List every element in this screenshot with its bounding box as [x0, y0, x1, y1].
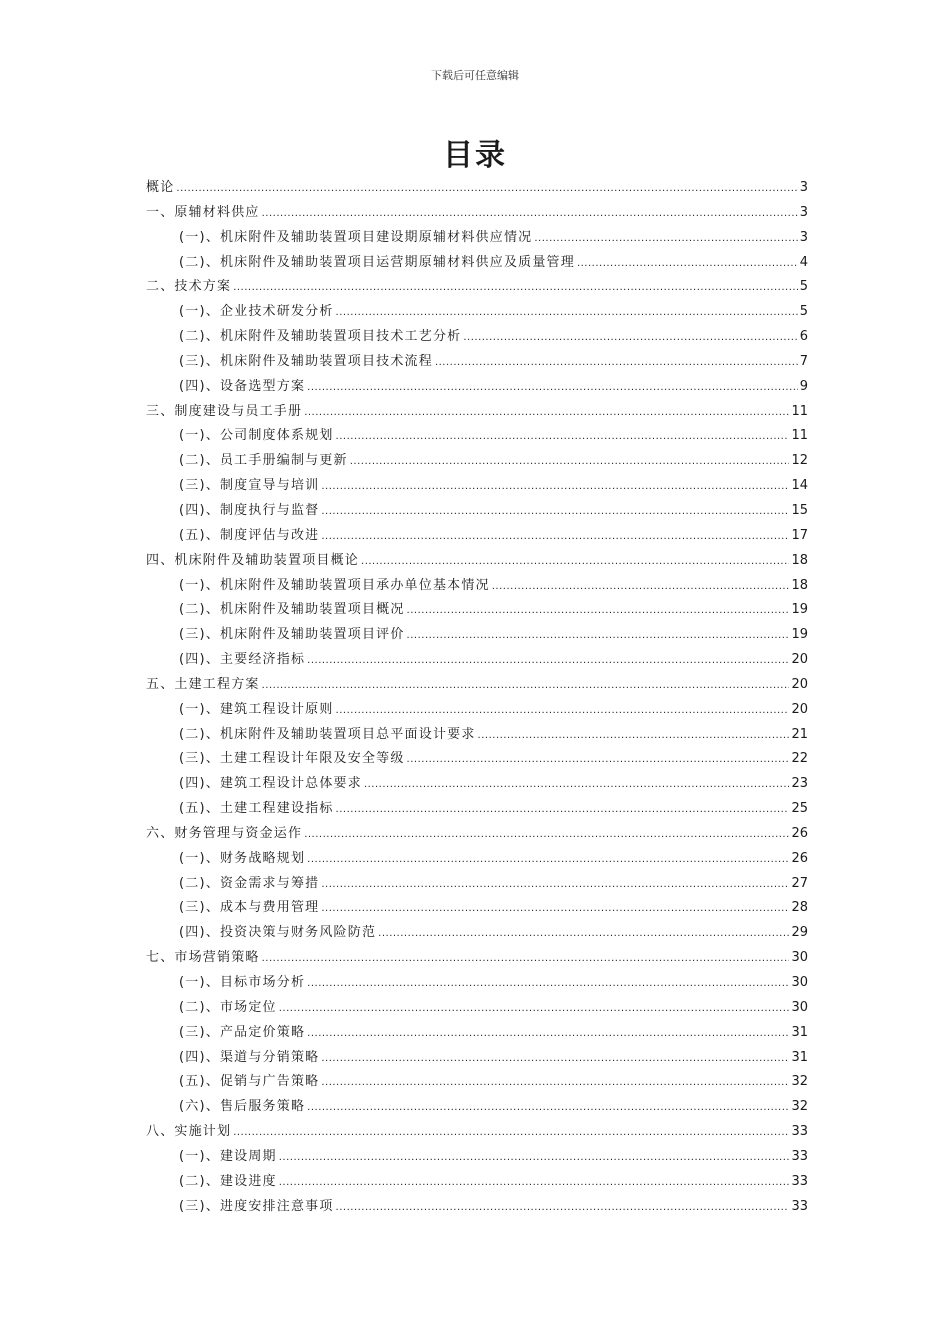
toc-entry-label: 七、市场营销策略 — [146, 950, 260, 966]
toc-entry-label: 三、制度建设与员工手册 — [146, 403, 303, 419]
toc-entry[interactable] — [146, 772, 808, 797]
toc-dot-leader — [321, 475, 789, 499]
toc-entry[interactable] — [146, 1095, 808, 1120]
toc-entry[interactable] — [146, 872, 808, 897]
toc-entry[interactable] — [146, 598, 808, 623]
toc-entry[interactable] — [146, 275, 808, 300]
toc-entry-page: 5 — [799, 279, 808, 295]
toc-entry-page: 3 — [799, 204, 808, 220]
toc-entry[interactable] — [146, 400, 808, 425]
toc-entry-label: (一)、建设周期 — [179, 1148, 277, 1164]
toc-entry[interactable] — [146, 822, 808, 847]
toc-dot-leader — [378, 922, 789, 946]
toc-dot-leader — [307, 1022, 789, 1046]
toc-entry-label: 五、土建工程方案 — [146, 676, 260, 692]
toc-entry-page: 29 — [791, 925, 808, 941]
toc-dot-leader — [321, 500, 789, 524]
toc-entry-label: (二)、机床附件及辅助装置项目概况 — [179, 602, 405, 618]
toc-entry[interactable] — [146, 847, 808, 872]
toc-entry-page: 30 — [791, 999, 808, 1015]
toc-entry-label: (一)、目标市场分析 — [179, 975, 306, 990]
toc-entry-label: (一)、机床附件及辅助装置项目建设期原辅材料供应情况 — [179, 229, 533, 245]
toc-entry-page: 11 — [791, 403, 808, 419]
toc-entry-label: (三)、产品定价策略 — [179, 1024, 306, 1040]
toc-entry[interactable] — [146, 251, 808, 276]
toc-entry[interactable] — [146, 673, 808, 698]
toc-entry[interactable] — [146, 424, 808, 449]
toc-entry[interactable] — [146, 698, 808, 723]
toc-entry-label: (四)、渠道与分销策略 — [179, 1049, 320, 1065]
toc-entry-page: 6 — [799, 329, 808, 345]
toc-entry[interactable] — [146, 226, 808, 251]
toc-entry-label: (三)、土建工程设计年限及安全等级 — [179, 751, 405, 767]
toc-entry[interactable] — [146, 648, 808, 673]
toc-entry[interactable] — [146, 747, 808, 772]
toc-entry-label: (五)、制度评估与改进 — [179, 527, 320, 543]
toc-entry-label: (四)、设备选型方案 — [179, 378, 306, 394]
toc-dot-leader — [435, 351, 798, 375]
toc-entry-page: 20 — [791, 701, 808, 717]
toc-dot-leader — [307, 1096, 789, 1120]
toc-entry-page: 4 — [799, 254, 808, 270]
toc-dot-leader — [407, 599, 790, 623]
toc-entry-page: 28 — [791, 900, 808, 916]
toc-entry-label: (一)、机床附件及辅助装置项目承办单位基本情况 — [179, 577, 490, 593]
toc-dot-leader — [307, 376, 798, 400]
toc-entry-page: 7 — [799, 353, 808, 369]
toc-entry-page: 9 — [799, 378, 808, 394]
toc-entry-label: (三)、制度宣导与培训 — [179, 478, 320, 494]
toc-dot-leader — [262, 202, 798, 226]
toc-dot-leader — [350, 450, 790, 474]
toc-dot-leader — [176, 177, 797, 201]
toc-dot-leader — [307, 649, 789, 673]
toc-dot-leader — [407, 748, 790, 772]
toc-entry-page: 17 — [791, 527, 808, 543]
toc-entry-label: (三)、机床附件及辅助装置项目评价 — [179, 627, 405, 643]
toc-dot-leader — [321, 1047, 789, 1071]
toc-entry[interactable] — [146, 623, 808, 648]
toc-entry-label: 六、财务管理与资金运作 — [146, 825, 303, 841]
toc-dot-leader — [336, 699, 790, 723]
toc-entry[interactable] — [146, 921, 808, 946]
toc-entry[interactable] — [146, 474, 808, 499]
toc-entry[interactable] — [146, 574, 808, 599]
toc-dot-leader — [321, 525, 789, 549]
toc-dot-leader — [304, 401, 789, 425]
toc-dot-leader — [304, 823, 789, 847]
toc-entry-page: 30 — [791, 975, 808, 990]
toc-entry[interactable] — [146, 971, 808, 996]
toc-dot-leader — [262, 947, 790, 971]
toc-dot-leader — [336, 425, 790, 449]
toc-entry[interactable] — [146, 1046, 808, 1071]
toc-entry-page: 15 — [791, 502, 808, 518]
toc-entry[interactable] — [146, 946, 808, 971]
toc-entry-label: (三)、进度安排注意事项 — [179, 1198, 334, 1214]
page-title: 目录 — [443, 138, 507, 173]
toc-entry-label: (四)、投资决策与财务风险防范 — [179, 925, 377, 941]
toc-entry-label: (一)、企业技术研发分析 — [179, 304, 334, 320]
toc-entry-page: 23 — [791, 776, 808, 792]
toc-entry-page: 26 — [791, 850, 808, 866]
toc-dot-leader — [492, 575, 790, 599]
toc-entry-label: 一、原辅材料供应 — [146, 204, 260, 220]
toc-entry-label: (五)、土建工程建设指标 — [179, 801, 334, 817]
toc-dot-leader — [321, 897, 789, 921]
toc-entry[interactable] — [146, 176, 808, 201]
toc-entry[interactable] — [146, 325, 808, 350]
toc-entry[interactable] — [146, 1120, 808, 1145]
toc-entry-page: 3 — [799, 229, 808, 245]
toc-dot-leader — [279, 1146, 790, 1170]
toc-entry-page: 32 — [791, 1099, 808, 1115]
toc-entry-page: 3 — [799, 180, 808, 195]
toc-entry-page: 14 — [791, 478, 808, 494]
toc-entry[interactable] — [146, 797, 808, 822]
toc-entry-page: 19 — [791, 627, 808, 643]
toc-entry-label: (一)、建筑工程设计原则 — [179, 701, 334, 717]
toc-entry-label: (三)、机床附件及辅助装置项目技术流程 — [179, 353, 433, 369]
toc-entry-label: (二)、市场定位 — [179, 999, 277, 1015]
toc-entry-page: 22 — [791, 751, 808, 767]
toc-dot-leader — [233, 276, 798, 300]
toc-entry-page: 30 — [791, 950, 808, 966]
toc-entry[interactable] — [146, 524, 808, 549]
toc-entry[interactable] — [146, 300, 808, 325]
table-of-contents — [146, 176, 808, 1219]
toc-entry[interactable] — [146, 896, 808, 921]
toc-entry[interactable] — [146, 549, 808, 574]
toc-entry-label: (三)、成本与费用管理 — [179, 900, 320, 916]
toc-dot-leader — [336, 301, 798, 325]
toc-dot-leader — [307, 972, 789, 996]
toc-entry[interactable] — [146, 449, 808, 474]
toc-entry[interactable] — [146, 723, 808, 748]
toc-dot-leader — [279, 997, 790, 1021]
toc-entry[interactable] — [146, 201, 808, 226]
toc-dot-leader — [307, 848, 789, 872]
toc-dot-leader — [577, 252, 798, 276]
toc-entry-label: (二)、员工手册编制与更新 — [179, 453, 348, 469]
toc-dot-leader — [321, 873, 789, 897]
toc-entry[interactable] — [146, 996, 808, 1021]
toc-entry-page: 20 — [791, 652, 808, 668]
toc-entry-page: 20 — [791, 676, 808, 692]
toc-entry-label: (二)、资金需求与筹措 — [179, 875, 320, 891]
toc-dot-leader — [478, 724, 790, 748]
toc-entry-page: 26 — [791, 825, 808, 841]
toc-entry-label: (二)、机床附件及辅助装置项目技术工艺分析 — [179, 329, 462, 345]
toc-entry[interactable] — [146, 1195, 808, 1220]
toc-dot-leader — [262, 674, 790, 698]
toc-entry-page: 5 — [799, 304, 808, 320]
toc-dot-leader — [321, 1071, 789, 1095]
toc-entry-label: (五)、促销与广告策略 — [179, 1074, 320, 1090]
toc-dot-leader — [463, 326, 797, 350]
toc-dot-leader — [233, 1121, 789, 1145]
toc-entry-label: (二)、机床附件及辅助装置项目运营期原辅材料供应及质量管理 — [179, 254, 575, 270]
toc-entry-label: 概论 — [146, 180, 175, 195]
toc-dot-leader — [336, 1196, 790, 1220]
toc-entry-page: 27 — [791, 875, 808, 891]
toc-entry-page: 12 — [791, 453, 808, 469]
toc-dot-leader — [407, 624, 790, 648]
toc-entry[interactable] — [146, 350, 808, 375]
toc-dot-leader — [534, 227, 797, 251]
toc-entry-page: 33 — [791, 1124, 808, 1140]
toc-dot-leader — [336, 798, 790, 822]
toc-entry-page: 18 — [791, 552, 808, 568]
toc-entry-label: (四)、制度执行与监督 — [179, 502, 320, 518]
toc-entry[interactable] — [146, 1070, 808, 1095]
toc-dot-leader — [364, 773, 790, 797]
toc-entry-page: 11 — [791, 428, 808, 444]
toc-entry-page: 32 — [791, 1074, 808, 1090]
toc-entry-page: 21 — [791, 726, 808, 742]
toc-entry-label: (四)、主要经济指标 — [179, 652, 306, 668]
toc-dot-leader — [279, 1171, 790, 1195]
toc-entry-label: (六)、售后服务策略 — [179, 1099, 306, 1115]
toc-entry-page: 31 — [791, 1024, 808, 1040]
toc-entry-page: 19 — [791, 602, 808, 618]
toc-entry-label: 二、技术方案 — [146, 279, 232, 295]
toc-entry-label: (二)、建设进度 — [179, 1173, 277, 1189]
toc-entry-page: 31 — [791, 1049, 808, 1065]
toc-entry-page: 33 — [791, 1198, 808, 1214]
page-header: 下载后可任意编辑 — [431, 69, 519, 82]
toc-entry-label: (一)、公司制度体系规划 — [179, 428, 334, 444]
toc-entry[interactable] — [146, 1021, 808, 1046]
toc-entry-label: 八、实施计划 — [146, 1124, 232, 1140]
toc-entry-label: 四、机床附件及辅助装置项目概论 — [146, 552, 360, 568]
toc-entry[interactable] — [146, 1145, 808, 1170]
toc-entry[interactable] — [146, 375, 808, 400]
toc-entry-page: 25 — [791, 801, 808, 817]
toc-entry[interactable] — [146, 499, 808, 524]
toc-entry[interactable] — [146, 1170, 808, 1195]
toc-entry-page: 18 — [791, 577, 808, 593]
toc-entry-label: (二)、机床附件及辅助装置项目总平面设计要求 — [179, 726, 476, 742]
toc-dot-leader — [361, 550, 789, 574]
toc-entry-label: (一)、财务战略规划 — [179, 850, 306, 866]
toc-entry-page: 33 — [791, 1173, 808, 1189]
toc-entry-label: (四)、建筑工程设计总体要求 — [179, 776, 362, 792]
toc-entry-page: 33 — [791, 1148, 808, 1164]
